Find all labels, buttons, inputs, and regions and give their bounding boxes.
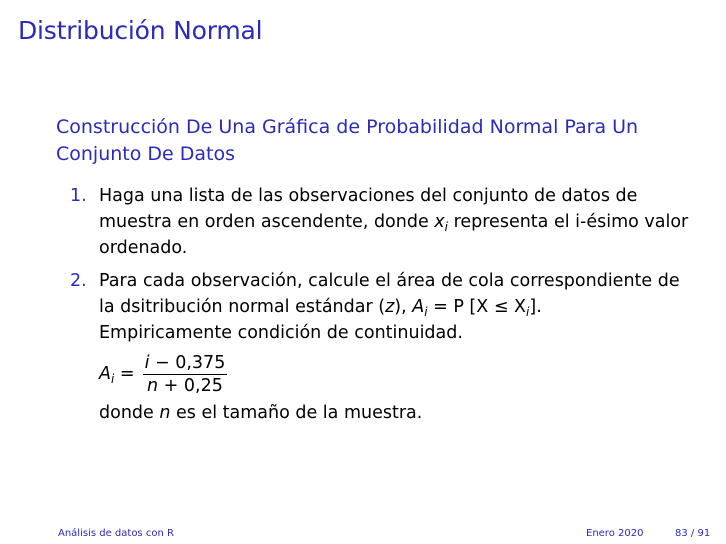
math-expression: − 0,375 bbox=[149, 352, 226, 373]
math-subscript: i bbox=[110, 372, 115, 386]
fraction-formula bbox=[99, 348, 710, 400]
math-variable: i bbox=[144, 352, 150, 373]
block-title: Construcción De Una Gráfica de Probabilidad Normal Para Un Conjunto De Datos bbox=[56, 116, 639, 165]
math-variable: A bbox=[412, 297, 425, 317]
math-subscript: i bbox=[444, 220, 448, 234]
step-text: muestra en orden ascendente, donde bbox=[99, 212, 435, 232]
footer-date: Enero 2020 bbox=[586, 528, 644, 539]
math-subscript: i bbox=[424, 305, 428, 319]
fraction bbox=[143, 353, 228, 396]
math-variable: n bbox=[147, 375, 159, 396]
slide-title: Distribución Normal bbox=[18, 16, 263, 45]
step-text-line bbox=[99, 294, 710, 320]
step-text-line bbox=[99, 209, 710, 235]
math-subscript: i bbox=[526, 305, 530, 319]
step-text: donde bbox=[99, 403, 160, 423]
step-text-line: Para cada observación, calcule el área de cola correspondiente de bbox=[99, 271, 680, 291]
math-variable: z bbox=[385, 297, 395, 317]
step-text: representa el i-ésimo valor bbox=[448, 212, 689, 232]
step-text-line: Empiricamente condición de continuidad. bbox=[99, 323, 463, 343]
math-equals: = bbox=[114, 364, 135, 384]
step-text-line: Haga una lista de las observaciones del conjunto de datos de bbox=[99, 186, 638, 206]
formula-lhs bbox=[99, 361, 135, 387]
math-variable: n bbox=[159, 403, 171, 423]
math-expression: + 0,25 bbox=[158, 375, 223, 396]
step-text: ), bbox=[394, 297, 413, 317]
fraction-numerator bbox=[143, 353, 228, 374]
step-text: es el tamaño de la muestra. bbox=[170, 403, 423, 423]
step-text-line: ordenado. bbox=[99, 238, 188, 258]
step-number: 2. bbox=[70, 271, 87, 291]
math-variable: x bbox=[434, 212, 445, 232]
math-expression: ]. bbox=[529, 297, 542, 317]
step-number: 1. bbox=[70, 186, 87, 206]
fraction-denominator bbox=[145, 375, 225, 396]
footer-page-number: 83 / 91 bbox=[675, 528, 711, 539]
footer-course: Análisis de datos con R bbox=[58, 528, 174, 539]
step-text-line bbox=[99, 400, 710, 426]
step-text: la dsitribución normal estándar ( bbox=[99, 297, 386, 317]
math-variable: A bbox=[99, 364, 111, 384]
math-expression: = P [X ≤ X bbox=[427, 297, 527, 317]
steps-list bbox=[70, 183, 710, 433]
step-1 bbox=[70, 183, 710, 261]
step-2 bbox=[70, 268, 710, 426]
